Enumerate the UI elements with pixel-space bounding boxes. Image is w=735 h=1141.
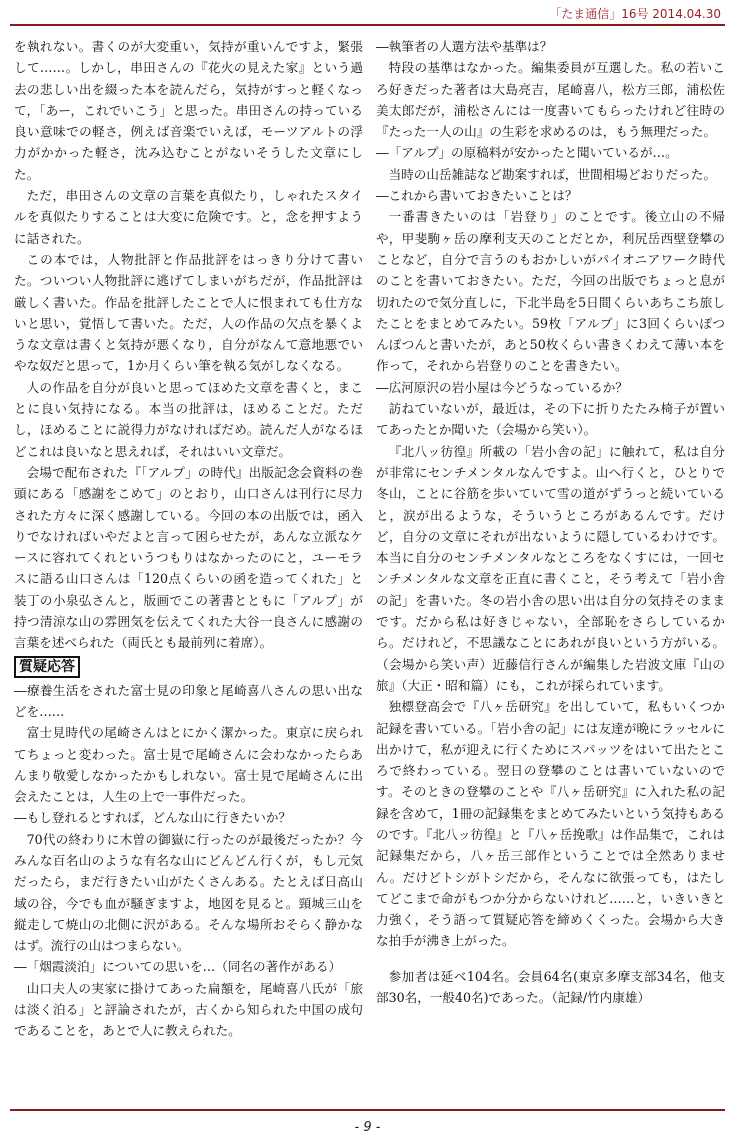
left-part2 — [14, 680, 363, 1042]
closing-gap — [376, 952, 725, 966]
paragraph: 人の作品を自分が良いと思ってほめた文章を書くと，まことに良い気持になる。本当の批評は，ほめることだ。ただし，ほめることに説得力がなければだめ。読んだ人がなるほどこれは良いなと思えれば，それはいい文章だ。 — [14, 379, 363, 459]
paragraph: 富士見時代の尾崎さんはとにかく潔かった。東京に戻られてちょっと変わった。富士見で尾崎さんに会わなかったらあんまり敬愛しなかったかもしれない。富士見で尾崎さんに出会えたことは，人生の上で一事件だった。 — [14, 725, 363, 805]
paragraph: ―「アルプ」の原稿料が安かったと聞いているが…。 — [376, 145, 678, 161]
footer-rule — [10, 1109, 725, 1111]
paragraph: この本では，人物批評と作品批評をはっきり分けて書いた。ついつい人物批評に逃げてしまいがちだが，作品批評は厳しく書いた。作品を批評したことで人に恨まれても仕方ないと思い，覚悟して書いた。ただ，人の作品の欠点を暴くような文章は書くと気持が悪くなり，自分がなんて意地悪でいやな奴だと思って，1か月くらい筆を執る気がしなくなる。 — [14, 251, 363, 374]
paragraph: ―もし登れるとすれば，どんな山に行きたいか？ — [14, 810, 292, 826]
left-column — [14, 36, 363, 1101]
paragraph: 一番書きたいのは「岩登り」のことです。後立山の不帰や，甲斐駒ヶ岳の摩利支天のことだとか，利尻岳西壁登攀のことなど，自分で言うのもおかしいがパイオニアワーク時代のことを書いておきたい。ただ，今回の出版でちょっと息が切れたので気分直しに，下北半島を5日間くらいあちこち旅したことをまとめてみたい。59枚「アルプ」に3回くらいぽつんぽつんと書いたが，あと50枚くらい書きくわえて薄い本を作って，それから岩登りのことを書きたい。 — [376, 209, 725, 374]
left-part1 — [14, 36, 363, 654]
paragraph: を執れない。書くのが大変重い，気持が重いんですよ，緊張して……。しかし，串田さんの『花火の見えた家』という過去の悲しい出を綴った本を読んだら，気持がすっと軽くなって，「あー，これでいこう」と思った。串田さんの持っている良い意味での軽さ，例えば音楽でいえば，モーツアルトの浮力がかかった軽さ，沈み込むことがないそうした文章にした。 — [14, 39, 363, 182]
closing-note: 参加者は延べ104名。会員64名(東京多摩支部34名，他支部30名，一般40名)であった。（記録/竹内康雄） — [376, 968, 725, 1006]
paragraph: ―「烟霞淡泊」についての思いを…（同名の著作がある） — [14, 959, 342, 975]
paragraph: 当時の山岳雑誌など勘案すれば，世間相場どおりだった。 — [388, 166, 717, 182]
page-number: - 9 - — [354, 1120, 381, 1135]
right-paragraphs — [376, 36, 725, 952]
paragraph: 70代の終わりに木曽の御嶽に行ったのが最後だったか？今みんな百名山のような有名な山にどんどん行くが，もし元気だったら，まだ行きたい山がたくさんある。たとえば日高山域の谷，今でも血が騒ぎますよ，地図を見ると。頸城三山を縦走して焼山の北側に沢がある。そんな場所おそらく静かなはず。流行の山はつまらない。 — [14, 831, 363, 954]
paragraph: 特段の基準はなかった。編集委員が互選した。私の若いころ好きだった著者は大島亮吉，尾崎喜八，松方三郎，浦松佐美太郎だが，浦松さんには一度書いてもらったけれど往時の『たった一人の山』の生彩を求めるのは，もう無理だった。 — [376, 60, 725, 140]
section-title: 質疑応答 — [14, 656, 80, 678]
paragraph: 訪ねていないが，最近は，その下に折りたたみ椅子が置いてあったとか聞いた（会場から笑い）。 — [376, 401, 725, 438]
paragraph: 独標登高会で『八ヶ岳研究』を出していて，私もいくつか記録を書いている。「岩小舎の記」には友達が晩にラッセルに出かけて，私が迎えに行くためにスパッツをはいて出たところで終わっている。翌日の登攀のことは書いていないのです。そのときの登攀のことや『八ヶ岳研究』に入れた私の記録を含めて，1冊の記録集をまとめてみたいという気持もあるのです。『北八ッ彷徨』と『八ヶ岳挽歌』は作品集で，これは記録集だから，八ヶ岳三部作ということでは全然ありません。だけどトシがトシだから，そんなに欲張っても，はたしてどこまで命がもつか分からないけれど……と，いきいきと力強く，そう語って質疑応答を締めくくった。会場から大きな拍手が沸き上がった。 — [376, 699, 725, 949]
paragraph: ―これから書いておきたいことは？ — [376, 188, 578, 204]
header-rule — [10, 24, 725, 26]
paragraph: ―広河原沢の岩小屋は今どうなっているか？ — [376, 379, 628, 395]
paragraph: 山口夫人の実家に掛けてあった扁額を，尾崎喜八氏が「旅は淡く泊る」と評論されたが，古くから知られた中国の成句であることを，あとで人に教えられた。 — [14, 980, 363, 1039]
paragraph: ―執筆者の人選方法や基準は？ — [376, 39, 553, 54]
paragraph: ただ，串田さんの文章の言葉を真似たり，しゃれたスタイルを真似たりすることは大変に危険です。と，念を押すように話された。 — [14, 188, 363, 246]
right-column — [376, 36, 725, 1101]
paragraph: 会場で配布された『「アルプ」の時代』出版記念会資料の巻頭にある「感謝をこめて」のとおり，山口さんは刊行に尽力された方々に深く感謝している。今回の本の出版では，函入りでなければいやだよと言って困らせたが，あんな立派なケースに容れてくれというつもりはなかったのにと，ユーモラスに語る山口さんは「120点くらいの函を造ってくれた」と装丁の小泉弘さんと，版画でこの著書とともに「アルプ」が持つ清涼な山の雰囲気を伝えてくれた大谷一良さんに感謝の言葉を述べられた（両氏とも最前列に着席）。 — [14, 464, 363, 651]
paragraph: ―療養生活をされた富士見の印象と尾崎喜八さんの思い出などを…… — [14, 682, 363, 719]
paragraph: 『北八ッ彷徨』所載の「岩小舎の記」に触れて，私は自分が非常にセンチメンタルなんですよ。山へ行くと，ひとりで冬山，ことに谷筋を歩いていて雪の道がずうっと続いていると，涙が出るような，そういうところがあるんです。だけど，自分の文章にそれが出ないように隠しているわけです。本当に自分のセンチメンタルなところをなくすには，一回センチメンタルな文章を正直に書くこと，そう考えて「岩小舎の記」を書いた。冬の岩小舎の思い出は自分の気持そのままです。だから私は好きじゃない，全部恥をさらしているから。だけれど，不思議なことにあれが良いという方がいる。（会場から笑い声）近藤信行さんが編集した岩波文庫『山の旅』（大正・昭和篇）にも，これが採られています。 — [376, 443, 725, 693]
issue-label: 「たま通信」16号 2014.04.30 — [549, 7, 721, 21]
